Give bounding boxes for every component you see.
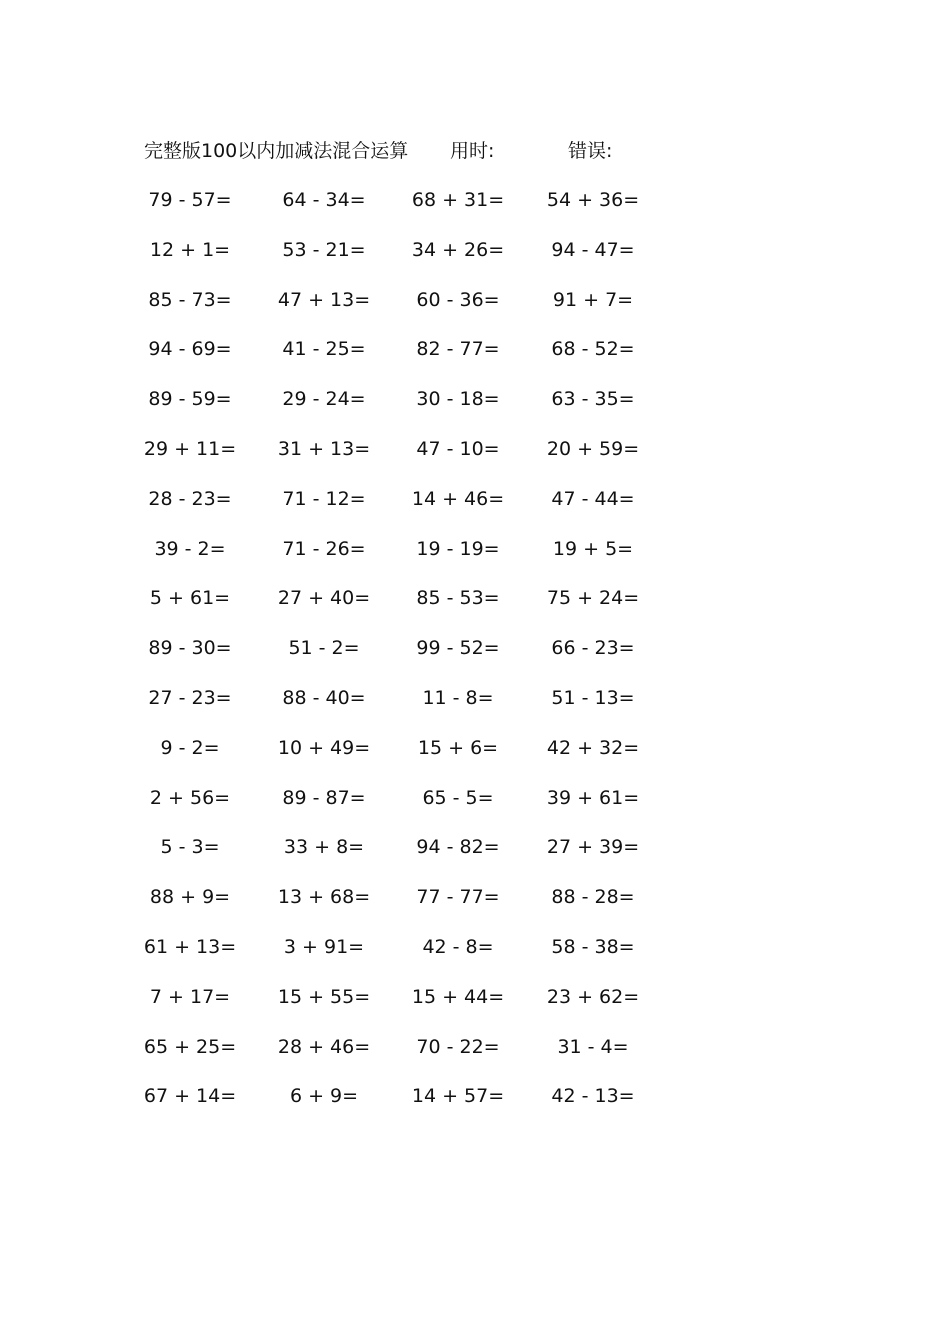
problem-cell: 54 + 36= xyxy=(546,189,640,211)
problem-cell: 89 - 59= xyxy=(148,388,232,411)
problem-cell: 47 - 44= xyxy=(551,487,635,510)
problem-cell: 65 + 25= xyxy=(143,1035,237,1058)
problem-cell: 7 + 17= xyxy=(149,985,231,1008)
problem-cell: 68 - 52= xyxy=(551,338,635,361)
problem-cell: 71 - 12= xyxy=(282,487,366,510)
problem-cell: 75 + 24= xyxy=(546,587,640,610)
problem-cell: 88 - 28= xyxy=(551,886,635,909)
problem-cell: 99 - 52= xyxy=(416,637,500,660)
problem-cell: 14 + 57= xyxy=(411,1085,505,1108)
problem-cell: 42 + 32= xyxy=(546,736,640,759)
problem-cell: 68 + 31= xyxy=(411,189,505,211)
problem-cell: 9 - 2= xyxy=(160,736,220,759)
problem-cell: 5 + 61= xyxy=(149,587,231,610)
problem-cell: 31 + 13= xyxy=(277,437,371,460)
problem-cell: 85 - 73= xyxy=(148,288,232,311)
problem-cell: 79 - 57= xyxy=(148,189,232,211)
problem-cell: 11 - 8= xyxy=(422,686,494,709)
time-used-label: 用时: xyxy=(450,140,495,162)
problem-row xyxy=(0,832,950,882)
problem-row xyxy=(0,384,950,434)
problem-cell: 67 + 14= xyxy=(143,1085,237,1108)
problem-cell: 61 + 13= xyxy=(143,935,237,958)
problem-row xyxy=(0,484,950,534)
problem-row xyxy=(0,434,950,484)
worksheet-title: 完整版100以内加减法混合运算 xyxy=(144,140,409,162)
problem-cell: 19 + 5= xyxy=(552,537,634,560)
problem-cell: 2 + 56= xyxy=(149,786,231,809)
problem-cell: 51 - 2= xyxy=(288,637,360,660)
problem-cell: 41 - 25= xyxy=(282,338,366,361)
problem-cell: 53 - 21= xyxy=(282,238,366,261)
problem-cell: 13 + 68= xyxy=(277,886,371,909)
problem-cell: 91 + 7= xyxy=(552,288,634,311)
problem-grid xyxy=(0,185,950,1131)
problem-cell: 31 - 4= xyxy=(557,1035,629,1058)
problem-cell: 28 + 46= xyxy=(277,1035,371,1058)
problem-cell: 88 - 40= xyxy=(282,686,366,709)
problem-cell: 27 + 39= xyxy=(546,836,640,859)
problem-cell: 39 - 2= xyxy=(154,537,226,560)
problem-cell: 27 - 23= xyxy=(148,686,232,709)
problem-row xyxy=(0,932,950,982)
problem-cell: 63 - 35= xyxy=(551,388,635,411)
problem-cell: 29 + 11= xyxy=(143,437,237,460)
problem-cell: 14 + 46= xyxy=(411,487,505,510)
problem-cell: 71 - 26= xyxy=(282,537,366,560)
problem-cell: 15 + 55= xyxy=(277,985,371,1008)
problem-row xyxy=(0,783,950,833)
problem-row xyxy=(0,733,950,783)
problem-cell: 10 + 49= xyxy=(277,736,371,759)
problem-cell: 65 - 5= xyxy=(422,786,494,809)
problem-cell: 33 + 8= xyxy=(283,836,365,859)
problem-row xyxy=(0,235,950,285)
problem-cell: 29 - 24= xyxy=(282,388,366,411)
problem-cell: 58 - 38= xyxy=(551,935,635,958)
problem-row xyxy=(0,882,950,932)
problem-row xyxy=(0,1032,950,1082)
problem-cell: 94 - 82= xyxy=(416,836,500,859)
problem-cell: 77 - 77= xyxy=(416,886,500,909)
problem-row xyxy=(0,633,950,683)
problem-cell: 85 - 53= xyxy=(416,587,500,610)
problem-cell: 42 - 8= xyxy=(422,935,494,958)
problem-cell: 3 + 91= xyxy=(283,935,365,958)
problem-cell: 88 + 9= xyxy=(149,886,231,909)
problem-cell: 60 - 36= xyxy=(416,288,500,311)
problem-cell: 89 - 87= xyxy=(282,786,366,809)
problem-row xyxy=(0,185,950,235)
problem-cell: 12 + 1= xyxy=(149,238,231,261)
problem-cell: 34 + 26= xyxy=(411,238,505,261)
problem-cell: 15 + 44= xyxy=(411,985,505,1008)
problem-cell: 30 - 18= xyxy=(416,388,500,411)
problem-cell: 20 + 59= xyxy=(546,437,640,460)
problem-row xyxy=(0,334,950,384)
problem-row xyxy=(0,534,950,584)
problem-cell: 66 - 23= xyxy=(551,637,635,660)
problem-cell: 94 - 69= xyxy=(148,338,232,361)
problem-cell: 27 + 40= xyxy=(277,587,371,610)
problem-cell: 19 - 19= xyxy=(416,537,500,560)
problem-cell: 39 + 61= xyxy=(546,786,640,809)
problem-cell: 42 - 13= xyxy=(551,1085,635,1108)
problem-row xyxy=(0,583,950,633)
problem-cell: 47 - 10= xyxy=(416,437,500,460)
problem-cell: 23 + 62= xyxy=(546,985,640,1008)
problem-cell: 5 - 3= xyxy=(160,836,220,859)
problem-row xyxy=(0,982,950,1032)
problem-row xyxy=(0,683,950,733)
problem-cell: 28 - 23= xyxy=(148,487,232,510)
problem-cell: 70 - 22= xyxy=(416,1035,500,1058)
problem-cell: 64 - 34= xyxy=(282,189,366,211)
problem-cell: 47 + 13= xyxy=(277,288,371,311)
problem-cell: 51 - 13= xyxy=(551,686,635,709)
errors-label: 错误: xyxy=(568,140,613,162)
problem-cell: 94 - 47= xyxy=(551,238,635,261)
problem-row xyxy=(0,285,950,335)
problem-cell: 82 - 77= xyxy=(416,338,500,361)
problem-row xyxy=(0,1081,950,1131)
problem-cell: 15 + 6= xyxy=(417,736,499,759)
problem-cell: 6 + 9= xyxy=(289,1085,359,1108)
problem-cell: 89 - 30= xyxy=(148,637,232,660)
